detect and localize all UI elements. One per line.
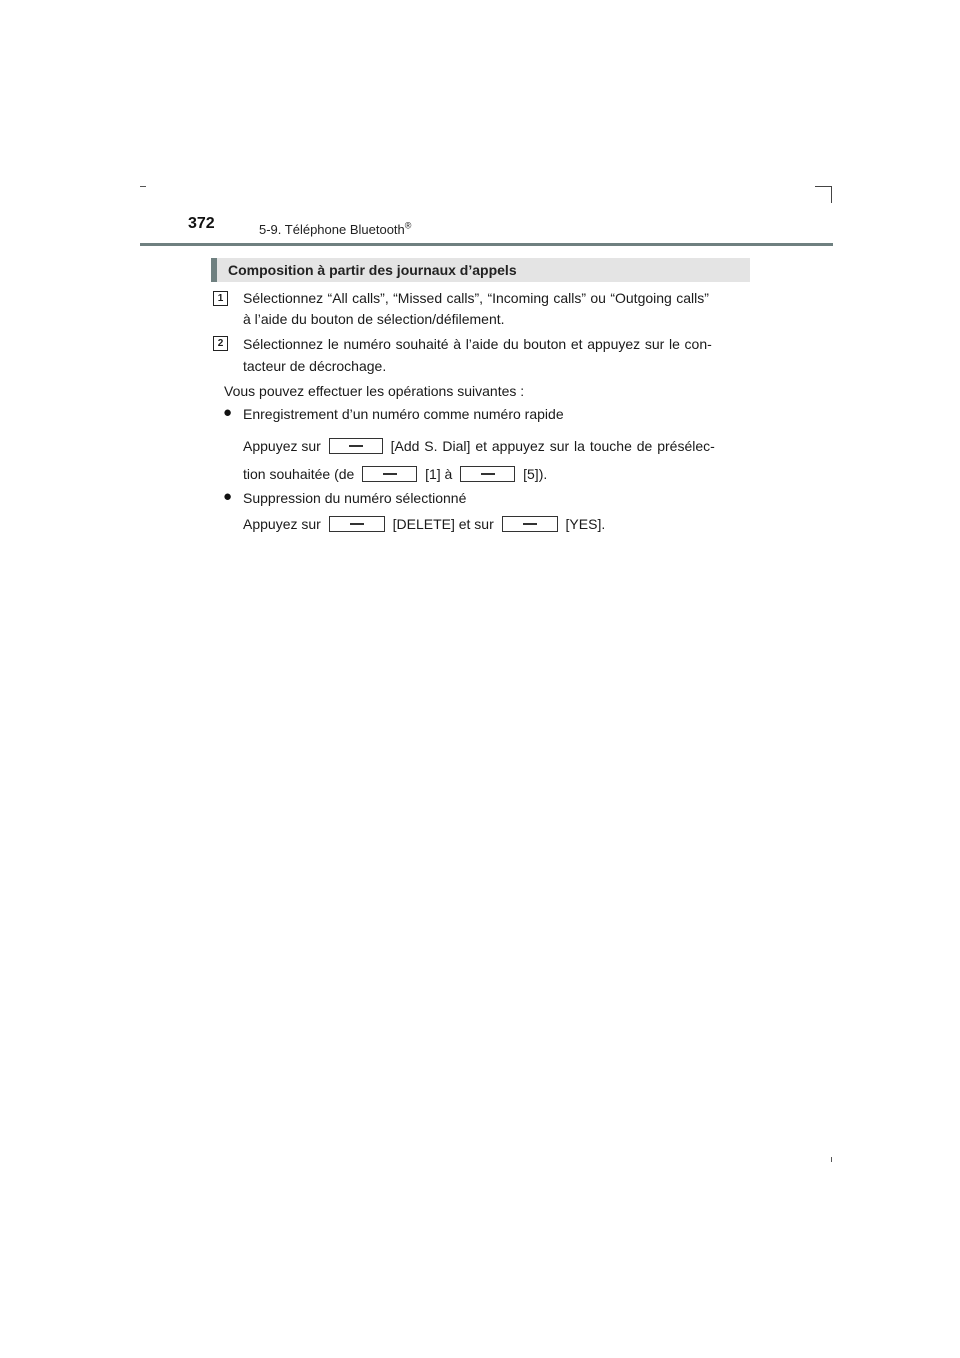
bullet-1-title: Enregistrement d’un numéro comme numéro rapide: [243, 406, 564, 422]
bullet-2-line-1: [243, 516, 605, 532]
bullet-icon: ●: [223, 404, 233, 421]
section-title-text: 5-9. Téléphone Bluetooth: [259, 222, 405, 237]
switch-key-icon: [502, 516, 558, 532]
step-1-badge: 1: [213, 291, 228, 306]
crop-mark-bottom-right: [831, 1157, 832, 1162]
header-rule: [140, 243, 833, 246]
page-number: 372: [188, 215, 215, 232]
bullet-1-line-1: [243, 438, 715, 454]
crop-mark-top-right-vertical: [831, 186, 832, 203]
subsection-heading: [211, 258, 750, 282]
crop-mark-top-right: [815, 186, 832, 187]
bullet-1-line-1-before: Appuyez sur: [243, 438, 321, 454]
bullet-1-line-1-after: [Add S. Dial] et appuyez sur la touche de présélec-: [390, 438, 715, 454]
step-1-line-1: Sélectionnez “All calls”, “Missed calls”, “Incoming calls” ou “Outgoing calls”: [243, 290, 709, 306]
bullet-1-line-2-before: tion souhaitée (de: [243, 466, 355, 482]
bullet-1-line-2-after: [5]).: [523, 466, 548, 482]
bullet-2-line-1-middle: [DELETE] et sur: [392, 516, 494, 532]
step-1-line-2: à l’aide du bouton de sélection/défilement.: [243, 311, 505, 327]
switch-key-icon: [460, 466, 515, 482]
step-2-line-2: tacteur de décrochage.: [243, 358, 387, 374]
bullet-2-line-1-after: [YES].: [565, 516, 606, 532]
intro-text: Vous pouvez effectuer les opérations suivantes :: [224, 383, 525, 399]
step-2-badge: 2: [213, 336, 228, 351]
bullet-2-line-1-before: Appuyez sur: [243, 516, 321, 532]
registered-mark: ®: [404, 220, 412, 231]
bullet-1-line-2-middle: [1] à: [425, 466, 453, 482]
bullet-2-title: Suppression du numéro sélectionné: [243, 490, 467, 506]
switch-key-icon: [362, 466, 417, 482]
step-2-line-1: Sélectionnez le numéro souhaité à l’aide du bouton et appuyez sur le con-: [243, 336, 712, 352]
section-title: [259, 222, 411, 237]
bullet-icon: ●: [223, 488, 233, 505]
crop-mark-top-left: [140, 186, 146, 187]
switch-key-icon: [329, 516, 385, 532]
bullet-1-line-2: [243, 466, 547, 482]
switch-key-icon: [329, 438, 383, 454]
subsection-heading-text: Composition à partir des journaux d’appels: [228, 262, 517, 278]
